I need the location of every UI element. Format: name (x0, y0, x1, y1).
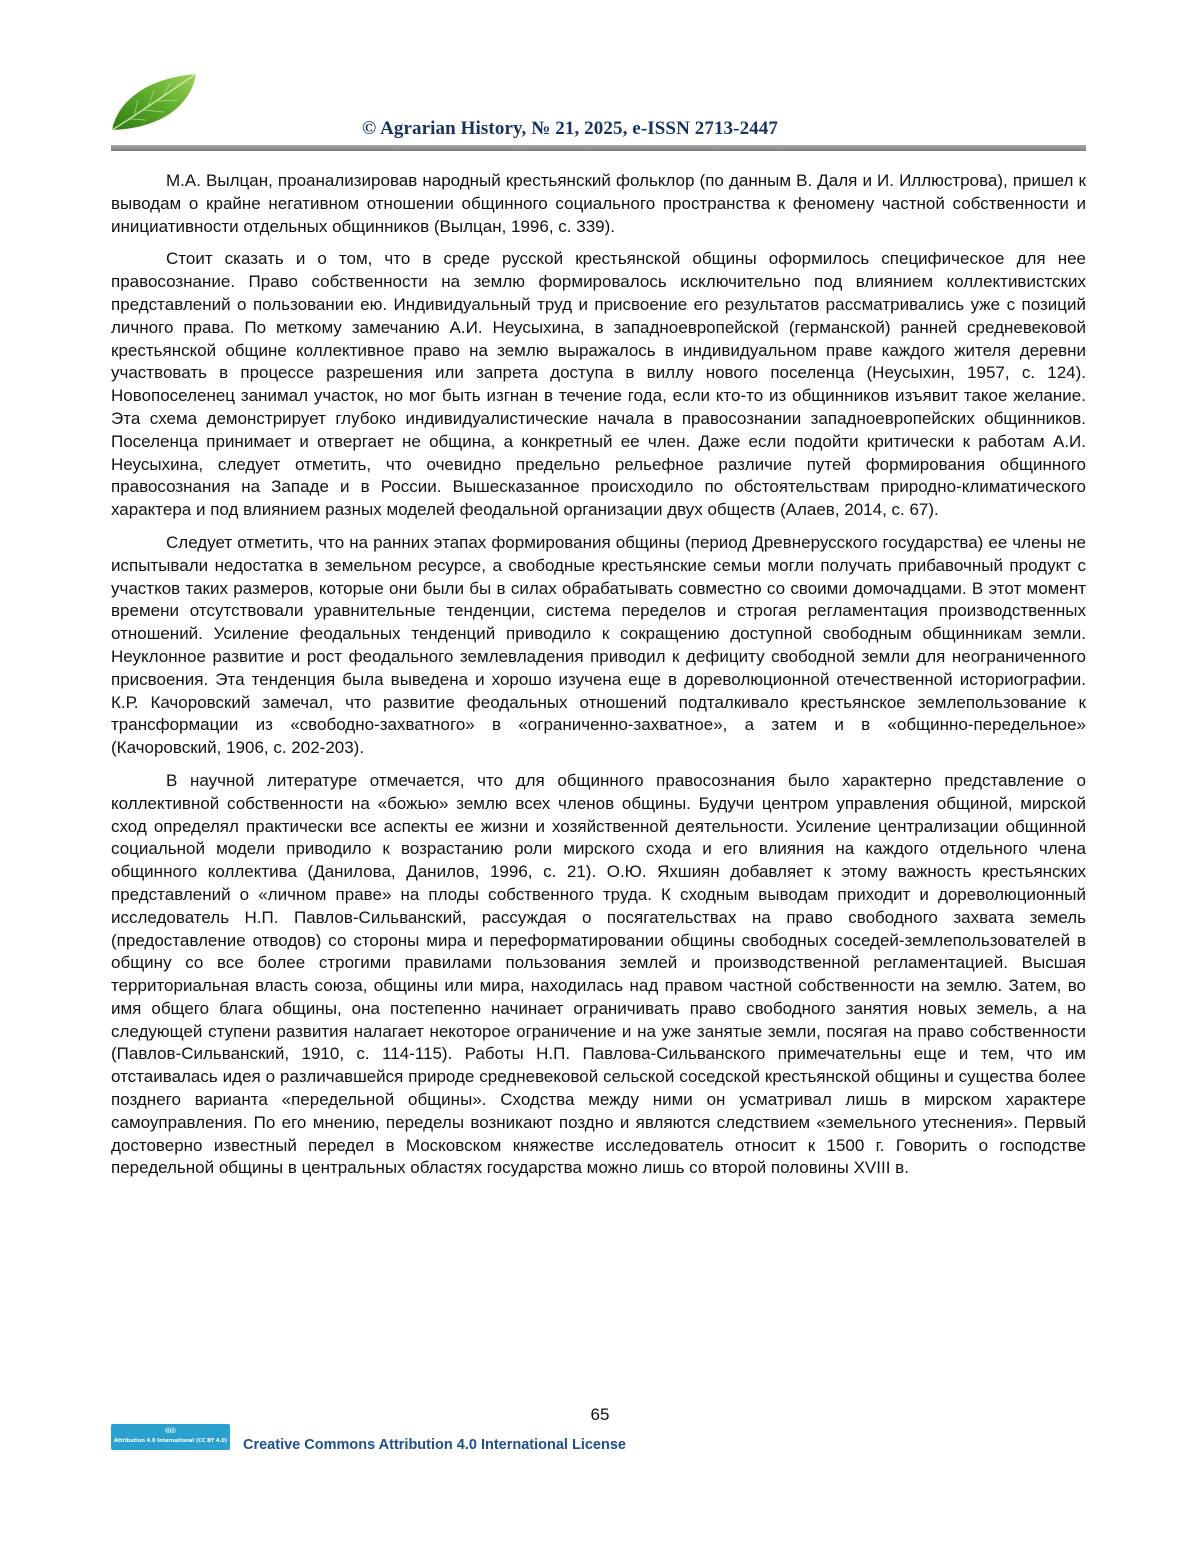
leaf-icon (108, 70, 204, 136)
cc-by-icon: 🅭🅯 (165, 1426, 176, 1435)
article-body (111, 170, 1086, 1190)
paragraph: М.А. Вылцан, проанализировав народный крестьянский фольклор (по данным В. Даля и И. Иллюстрова), пришел к выводам о крайне негативном отношении общинного социального пространства к феномену частной собственности и инициативности отдельных общинников (Вылцан, 1996, с. 339). (111, 171, 1086, 236)
header-divider (111, 145, 1086, 151)
page-number: 65 (590, 1405, 610, 1424)
license-link[interactable]: Creative Commons Attribution 4.0 International License (243, 1437, 626, 1453)
paragraph: В научной литературе отмечается, что для общинного правосознания было характерно представление о коллективной собственности на «божью» землю всех членов общины. Будучи центром управления общиной, мирской сход определял практически все аспекты ее жизни и хозяйственной деятельности. Усиление централизации общинной социальной модели приводило к возрастанию роли мирского схода и его влияния на каждого отдельного члена общинного коллектива (Данилова, Данилов, 1996, с. 21). О.Ю. Яхшиян добавляет к этому важность крестьянских представлений о «личном праве» на плоды собственного труда. К сходным выводам приходит и дореволюционный исследователь Н.П. Павлов-Сильванский, рассуждая о посягательствах на право свободного захвата земель (предоставление отводов) со стороны мира и переформатировании общины свободных соседей-землепользователей в общину со все более строгими правилами пользования землей и производственной регламентацией. Высшая территориальная власть союза, общины или мира, находилась над правом частной собственности на землю. Затем, во имя общего блага общины, она постепенно начинает ограничивать право свободного занятия новых земель, а на следующей ступени развития налагает некоторое ограничение и на уже занятые земли, посягая на право собственности (Павлов-Сильванский, 1910, с. 114-115). Работы Н.П. Павлова-Сильванского примечательны еще и тем, что им отстаивалась идея о различавшейся природе средневековой сельской соседской крестьянской общины и существа более позднего варианта «передельной общины». Сходства между ними он усматривал лишь в мирском характере самоуправления. По его мнению, переделы возникают поздно и являются следствием «земельного утеснения». Первый достоверно известный передел в Московском княжестве исследователь относит к 1500 г. Говорить о господстве передельной общины в центральных областях государства можно лишь со второй половины XVIII в. (111, 770, 1086, 1178)
paragraph: Стоит сказать и о том, что в среде русской крестьянской общины оформилось специфическое для нее правосознание. Право собственности на землю формировалось исключительно под влиянием коллективистских представлений о пользовании ею. Индивидуальный труд и присвоение его результатов рассматривались уже с позиций личного права. По меткому замечанию А.И. Неусыхина, в западноевропейской (германской) ранней средневековой крестьянской общине коллективное право на землю выражалось в индивидуальном праве каждого жителя деревни участвовать в процессе разрешения или запрета доступа в виллу нового поселенца (Неусыхин, 1957, с. 124). Новопоселенец занимал участок, но мог быть изгнан в течение года, если кто-то из общинников изъявит такое желание. Эта схема демонстрирует глубоко индивидуалистические начала в правосознании западноевропейских общинников. Поселенца принимает и отвергает не община, а конкретный ее член. Даже если подойти критически к работам А.И. Неусыхина, следует отметить, что очевидно предельно рельефное различие путей формирования общинного правосознания на Западе и в России. Вышесказанное происходило по обстоятельствам природно-климатического характера и под влиянием разных моделей феодальной организации двух обществ (Алаев, 2014, с. 67). (111, 249, 1086, 520)
journal-header: © Agrarian History, № 21, 2025, e-ISSN 2713-2447 (362, 118, 778, 139)
cc-license-badge[interactable] (111, 1424, 230, 1450)
paragraph: Следует отметить, что на ранних этапах формирования общины (период Древнерусского государства) ее члены не испытывали недостатка в земельном ресурсе, а свободные крестьянские семьи могли получать прибавочный продукт с участков таких размеров, которые они были бы в силах обрабатывать совместно со своими домочадцами. В этот момент времени отсутствовали уравнительные тенденции, система переделов и строгая регламентация производственных отношений. Усиление феодальных тенденций приводило к сокращению доступной свободным общинникам земли. Неуклонное развитие и рост феодального землевладения приводил к дефициту свободной земли для неограниченного присвоения. Эта тенденция была выведена и хорошо изучена еще в дореволюционной отечественной историографии. К.Р. Качоровский замечал, что развитие феодальных отношений подталкивало крестьянское землепользование к трансформации из «свободно-захватного» в «ограниченно-захватное», а затем и в «общинно-передельное» (Качоровский, 1906, с. 202-203). (111, 532, 1086, 758)
cc-badge-text: Attribution 4.0 International (CC BY 4.0) (113, 1438, 228, 1444)
